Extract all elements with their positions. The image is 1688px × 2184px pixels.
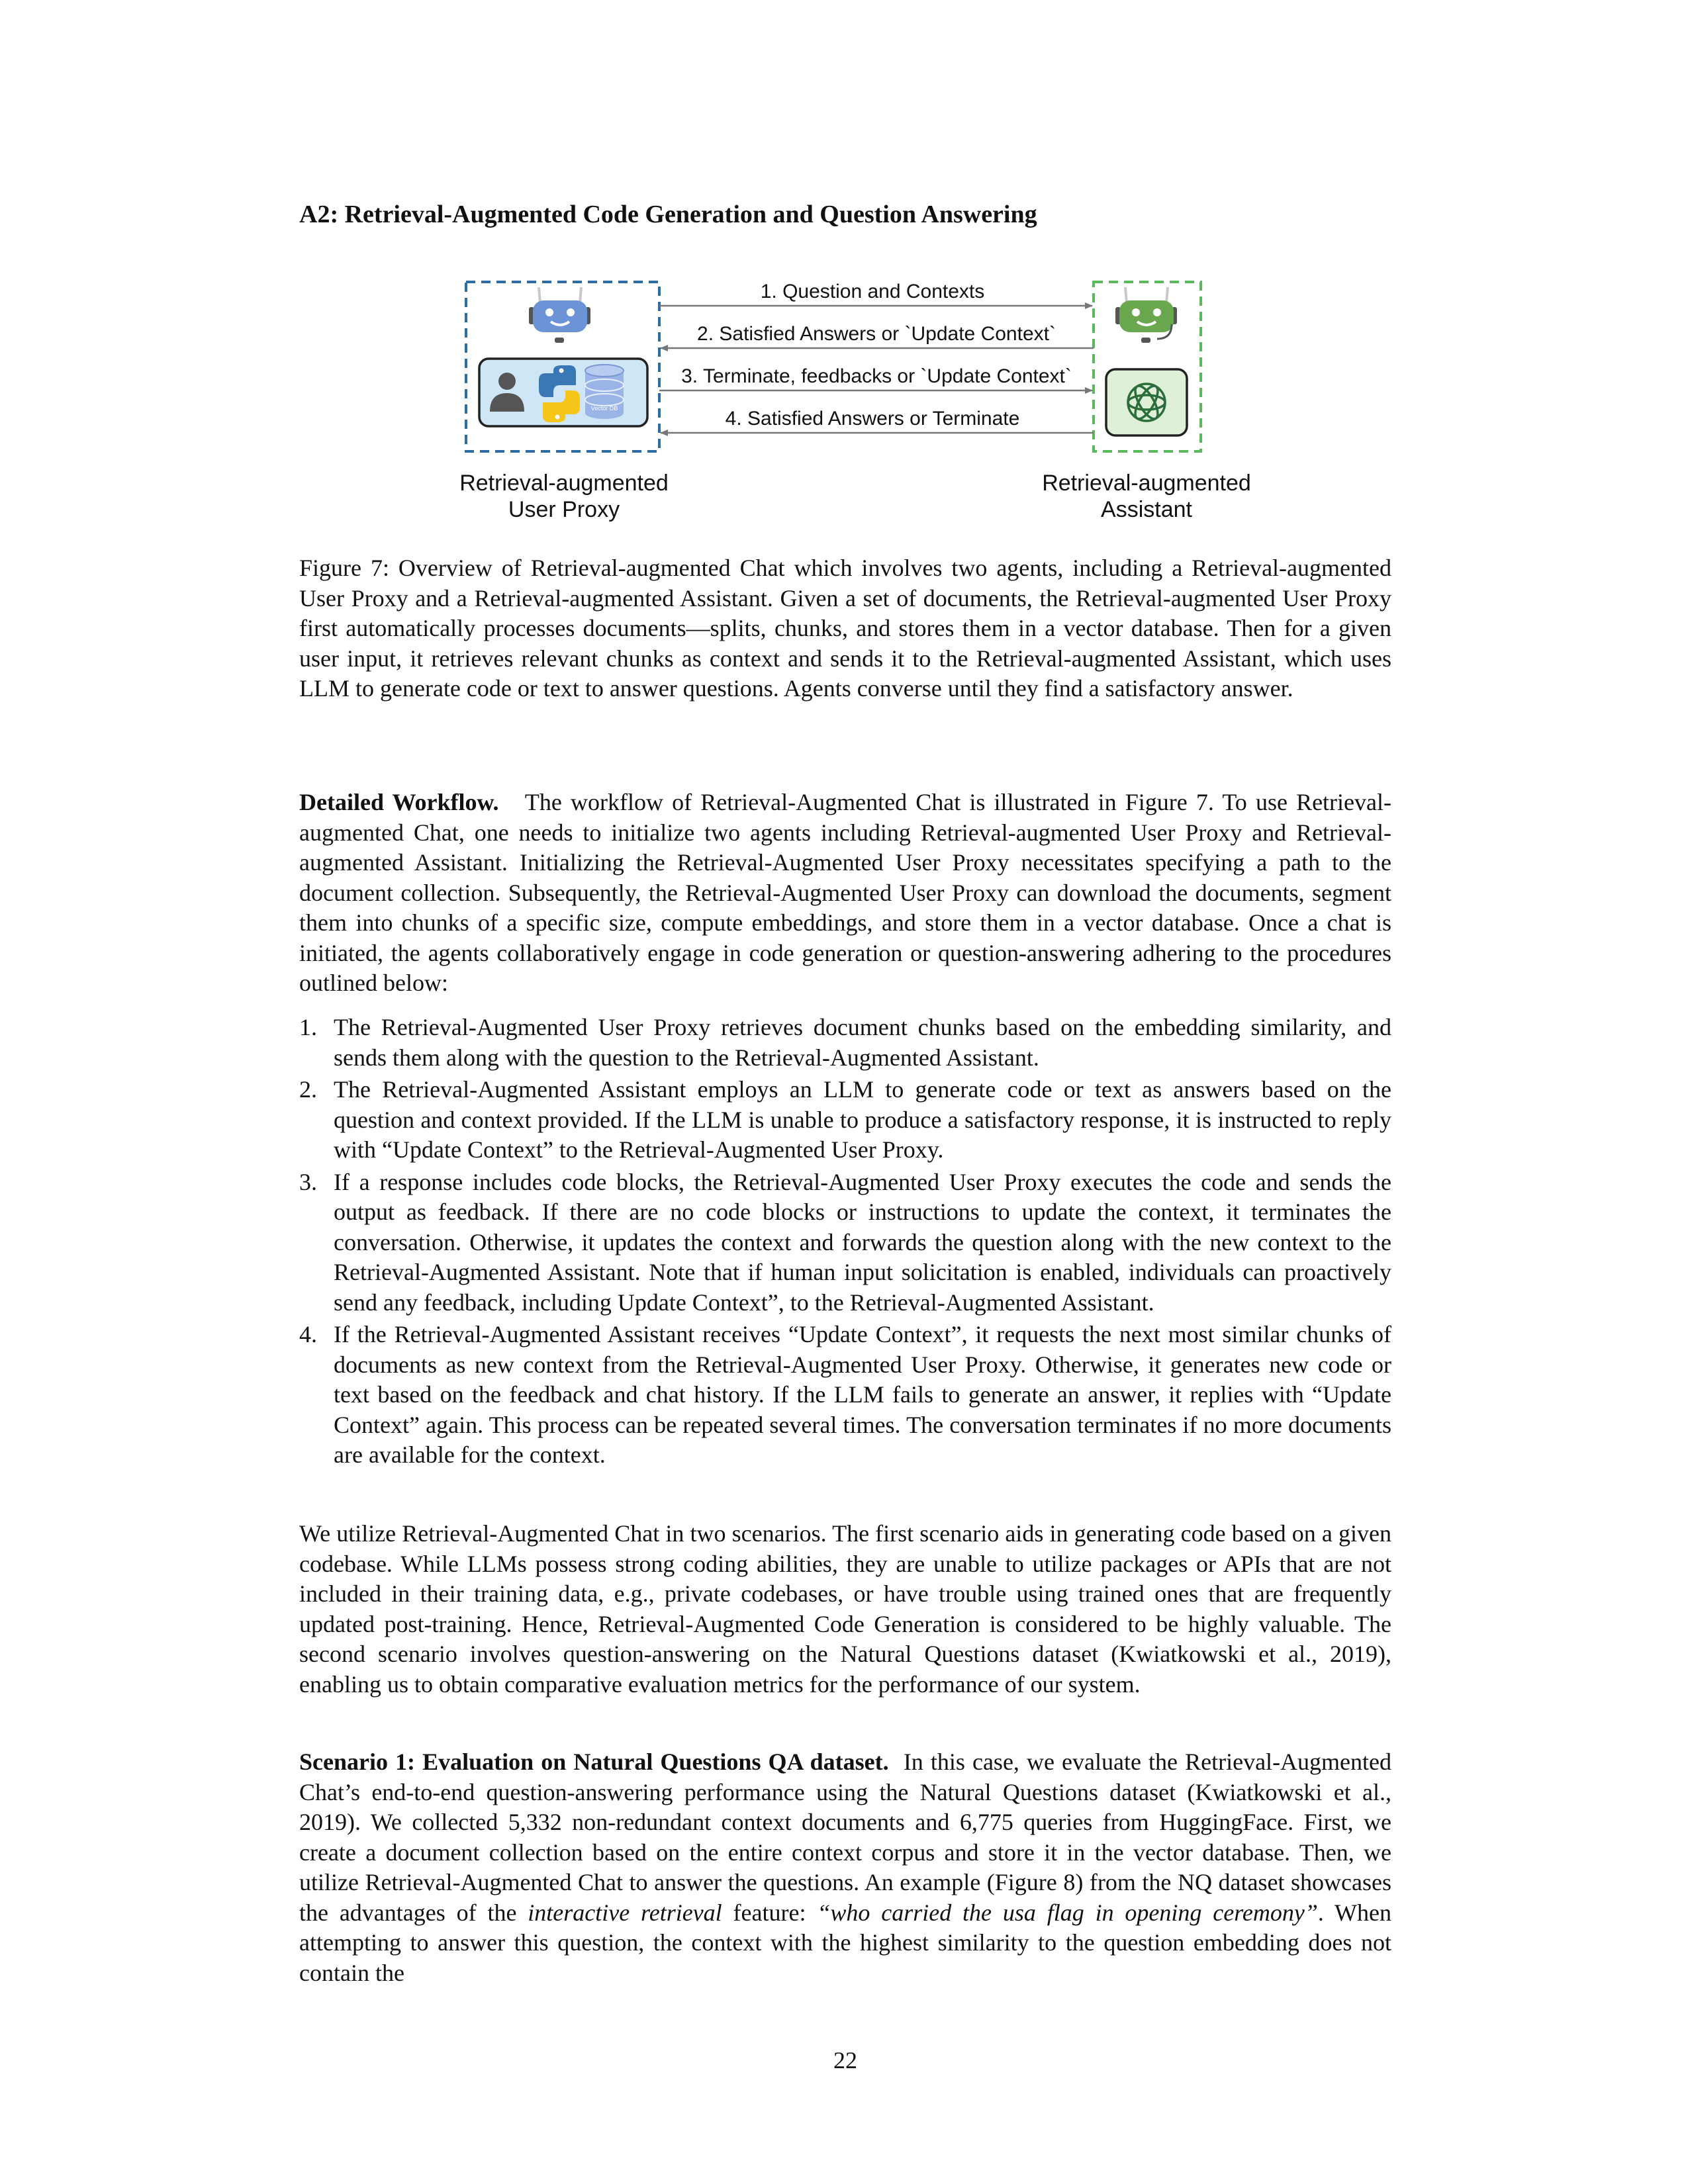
user-proxy-label-line2: User Proxy [508,497,620,522]
vector-db-icon [585,365,624,419]
arrow-label-4: 4. Satisfied Answers or Terminate [725,408,1020,430]
workflow-step [299,1075,1391,1165]
figure-caption [299,553,1391,704]
scenario1-text-b: feature: [733,1899,806,1926]
assistant-label [1027,470,1266,523]
arrow-label-1: 1. Question and Contexts [760,281,985,302]
workflow-heading: Detailed Workflow. [299,789,499,815]
scenario1-italic-term: interactive retrieval [528,1899,722,1926]
scenario1-italic-quote: “who carried the usa flag in opening ceremony” [817,1899,1318,1926]
step-number: 1. [299,1014,317,1040]
scenario1-paragraph [299,1747,1391,1988]
robot-icon-assistant [1115,287,1177,343]
step-number: 3. [299,1168,317,1195]
assistant-label-line1: Retrieval-augmented [1042,471,1251,496]
figure-7 [299,273,1391,537]
step-number: 4. [299,1321,317,1347]
page-number: 22 [833,2047,857,2073]
scenario1-text-c: . When attempting to answer this question, the context with the highest similarity to the question embedding does not contain the [299,1899,1392,1986]
workflow-step [299,1320,1391,1471]
scenario1-section [299,1747,1391,1988]
workflow-steps [299,1013,1391,1471]
caption-label: Figure 7: [299,555,399,581]
step-text: If the Retrieval-Augmented Assistant receives “Update Context”, it requests the next most similar chunks of documents as new context from the Retrieval-Augmented User Proxy. Otherwise, it generates new code or text based on the feedback and chat history. If the LLM fails to generate an answer, it replies with “Update Context” again. This process can be repeated several times. The conversation terminates if no more documents are available for the context. [334,1321,1391,1468]
user-proxy-label [445,470,683,523]
workflow-section [299,788,1391,999]
step-text: The Retrieval-Augmented User Proxy retrieves document chunks based on the embedding similarity, and sends them along with the question to the Retrieval-Augmented Assistant. [334,1014,1391,1071]
user-proxy-label-line1: Retrieval-augmented [459,471,669,496]
scenario1-text-a: In this case, we evaluate the Retrieval-Augmented Chat’s end-to-end question-answering performance using the Natural Questions dataset (Kwiatkowski et al., 2019). We collected 5,332 non-redundant context documents and 6,775 queries from HuggingFace. First, we create a document collection based on the entire context corpus and store it in the vector database. Then, we utilize Retrieval-Augmented Chat to answer the questions. An example (Figure 8) from the NQ dataset showcases the advantages of the [299,1749,1392,1926]
step-text: The Retrieval-Augmented Assistant employs an LLM to generate code or text as answers based on the question and context provided. If the LLM is unable to produce a satisfactory response, it is instructed to reply with “Update Context” to the Retrieval-Augmented User Proxy. [334,1076,1391,1163]
workflow-step [299,1013,1391,1073]
workflow-intro: The workflow of Retrieval-Augmented Chat is illustrated in Figure 7. To use Retrieval-augmented Chat, one needs to initialize two agents including Retrieval-augmented User Proxy and Retrieval-augmented Assistant. Initializing the Retrieval-Augmented User Proxy necessitates specifying a path to the document collection. Subsequently, the Retrieval-Augmented User Proxy can download the documents, segment them into chunks of a specific size, compute embeddings, and store them in a vector database. Once a chat is initiated, the agents collaboratively engage in code generation or question-answering adhering to the procedures outlined below: [299,789,1391,996]
step-number: 2. [299,1076,317,1103]
scenario1-heading: Scenario 1: Evaluation on Natural Questions QA dataset. [299,1749,889,1775]
robot-icon-user-proxy [529,287,590,343]
workflow-paragraph [299,788,1391,999]
scenarios-paragraph [299,1519,1391,1700]
scenarios-text: We utilize Retrieval-Augmented Chat in two scenarios. The first scenario aids in generating code based on a given codebase. While LLMs possess strong coding abilities, they are unable to utilize packages or APIs that are not included in their training data, e.g., private codebases, or have trouble using trained ones that are frequently updated post-training. Hence, Retrieval-Augmented Code Generation is considered to be highly valuable. The second scenario involves question-answering on the Natural Questions dataset (Kwiatkowski et al., 2019), enabling us to obtain comparative evaluation metrics for the performance of our system. [299,1520,1391,1698]
assistant-label-line2: Assistant [1101,497,1192,522]
caption-text: Overview of Retrieval-augmented Chat which involves two agents, including a Retrieval-augmented User Proxy and a Retrieval-augmented Assistant. Given a set of documents, the Retrieval-augmented User Proxy first automatically processes documents—splits, chunks, and stores them in a vector database. Then for a given user input, it retrieves relevant chunks as context and sends it to the Retrieval-augmented Assistant, which uses LLM to generate code or text to answer questions. Agents converse until they find a satisfactory answer. [299,555,1391,702]
arrow-label-3: 3. Terminate, feedbacks or `Update Context` [681,365,1072,387]
step-text: If a response includes code blocks, the Retrieval-Augmented User Proxy executes the code and sends the output as feedback. If there are no code blocks or instructions to update the context, it terminates the conversation. Otherwise, it updates the context and forwards the question along with the new context to the Retrieval-Augmented Assistant. Note that if human input solicitation is enabled, individuals can proactively send any feedback, including Update Context”, to the Retrieval-Augmented Assistant. [334,1168,1391,1316]
vector-db-label: Vector DB [590,405,618,412]
section-heading: A2: Retrieval-Augmented Code Generation and Question Answering [299,201,1037,228]
arrow-label-2: 2. Satisfied Answers or `Update Context` [697,323,1056,345]
assistant-panel [1106,369,1187,435]
workflow-step [299,1167,1391,1318]
